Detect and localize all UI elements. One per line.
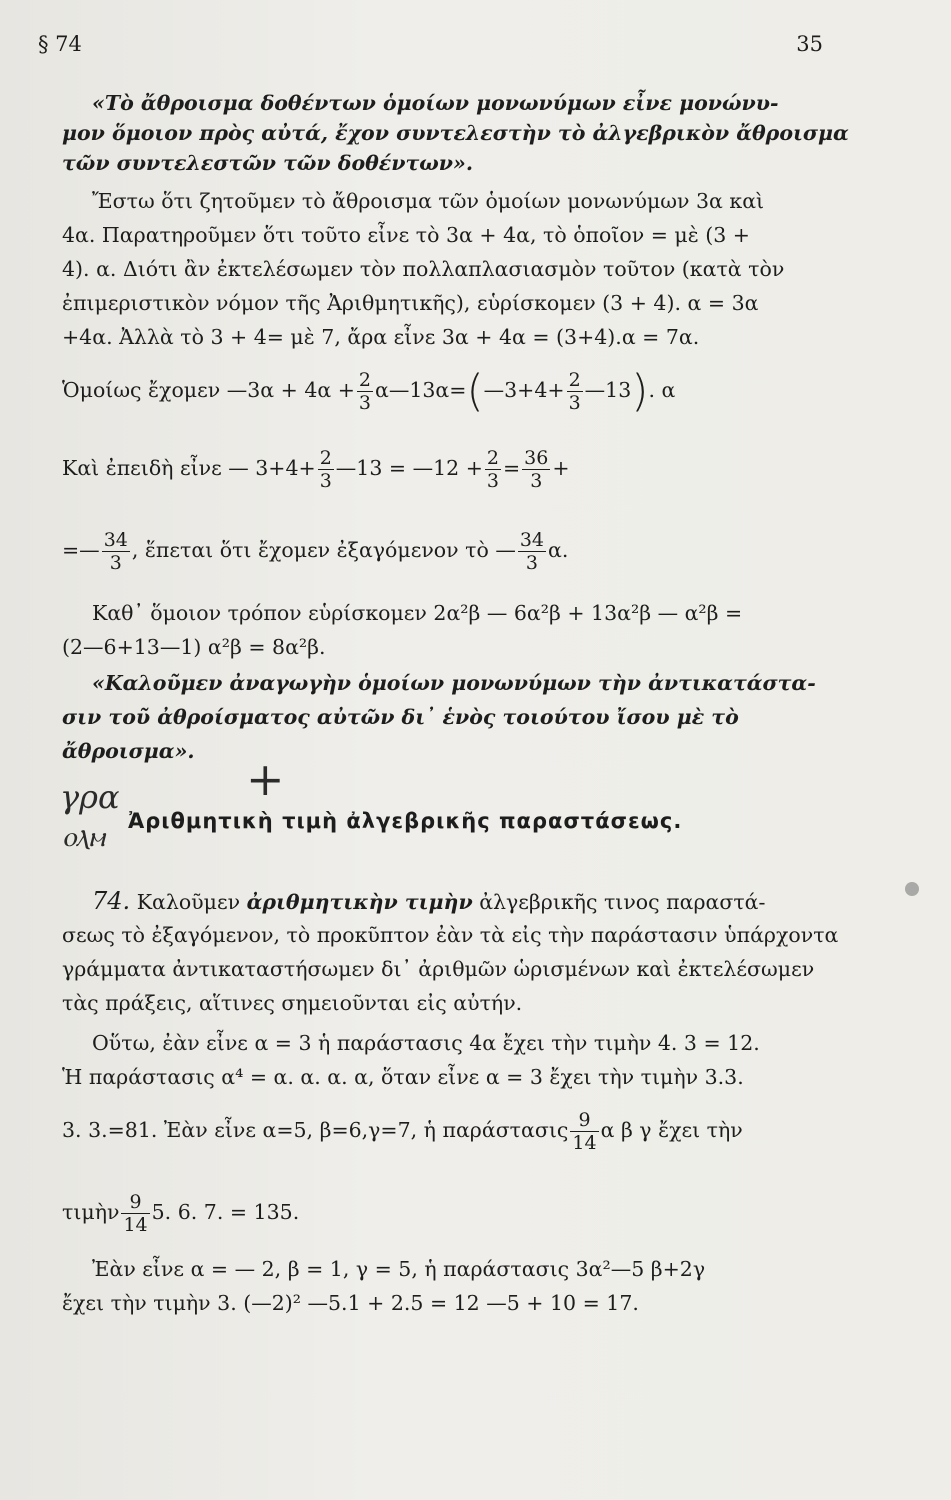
eq1-text-b: α—13α= — [375, 378, 467, 402]
denominator: 3 — [358, 392, 371, 414]
fraction — [357, 369, 373, 414]
example-line: Οὕτω, ἐὰν εἶνε α = 3 ἡ παράστασις 4α ἔχει τὴν τιμὴν 4. 3 = 12. — [92, 1031, 760, 1055]
example-line-fraction — [62, 1184, 852, 1240]
rule2-line-3: ἄθροισμα». — [62, 739, 195, 763]
text-span: 5. 6. 7. = 135. — [151, 1200, 300, 1224]
paren-open: ( — [466, 365, 484, 417]
fraction — [567, 369, 583, 414]
paragraph-number: 74. — [92, 887, 131, 915]
rule-line-2: μον ὅμοιον πρὸς αὐτά, ἔχον συντελεστὴν τὸ ἀλγεβρικὸν ἄθροισμα — [62, 121, 849, 145]
text-span: α β γ ἔχει τὴν — [600, 1118, 743, 1142]
example-line: Ἡ παράστασις α⁴ = α. α. α. α, ὅταν εἶνε α = 3 ἔχει τὴν τιμὴν 3.3. — [62, 1065, 744, 1089]
fraction — [121, 1191, 149, 1236]
fraction — [485, 447, 501, 492]
page-number: 35 — [796, 32, 823, 56]
text-line: 4α. Παρατηροῦμεν ὅτι τοῦτο εἶνε τὸ 3α + 4α, τὸ ὁποῖον = μὲ (3 + — [62, 223, 750, 247]
denominator: 3 — [530, 470, 543, 492]
denominator: 3 — [525, 552, 538, 574]
denominator: 3 — [568, 392, 581, 414]
eq2-text-a: Καὶ ἐπειδὴ εἶνε — 3+4+ — [62, 456, 316, 480]
text-line: (2—6+13—1) α²β = 8α²β. — [62, 635, 326, 659]
denominator: 3 — [109, 552, 122, 574]
eq2-text-d: + — [552, 456, 570, 480]
rule-line-1: «Τὸ ἄθροισμα δοθέντων ὁμοίων μονωνύμων εἶνε μονώνυ- — [92, 91, 779, 115]
rule-line-3: τῶν συντελεστῶν τῶν δοθέντων». — [62, 151, 473, 175]
numerator: 2 — [486, 447, 499, 469]
denominator: 14 — [572, 1132, 597, 1154]
numerator: 34 — [103, 529, 128, 551]
numerator: 2 — [568, 369, 581, 391]
text-line: +4α. Ἀλλὰ τὸ 3 + 4= μὲ 7, ἄρα εἶνε 3α + 4α = (3+4).α = 7α. — [62, 325, 700, 349]
section-title: Ἀριθμητικὴ τιμὴ ἀλγεβρικῆς παραστάσεως. — [128, 809, 683, 833]
numerator: 9 — [570, 1109, 598, 1132]
numerator: 9 — [121, 1191, 149, 1214]
equation-1 — [62, 362, 852, 418]
text-line: τὰς πράξεις, αἵτινες σημειοῦνται εἰς αὐτήν. — [62, 991, 523, 1015]
fraction — [570, 1109, 598, 1154]
example-line-fraction — [62, 1102, 852, 1158]
eq3-text-a: =— — [62, 538, 100, 562]
numerator: 2 — [358, 369, 371, 391]
denominator: 3 — [319, 470, 332, 492]
example-line: ἔχει τὴν τιμὴν 3. (—2)² —5.1 + 2.5 = 12 —5 + 10 = 17. — [62, 1291, 639, 1315]
rule2-line-2: σιν τοῦ ἀθροίσματος αὐτῶν δι᾽ ἑνὸς τοιούτου ἴσου μὲ τὸ — [62, 705, 739, 729]
text-span: ἀλγεβρικῆς τινος παραστά- — [472, 890, 766, 914]
numerator: 34 — [519, 529, 545, 551]
text-line: Ἔστω ὅτι ζητοῦμεν τὸ ἄθροισμα τῶν ὁμοίων μονωνύμων 3α καὶ — [92, 189, 765, 213]
handwritten-cross: + — [246, 752, 285, 806]
handwritten-scribble: ⲟⲗⲙ — [62, 820, 105, 853]
eq3-text-c: α. — [548, 538, 569, 562]
fraction — [522, 447, 550, 492]
bold-term: ἀριθμητικὴν τιμὴν — [246, 890, 473, 914]
numerator: 36 — [524, 447, 549, 469]
fraction — [102, 529, 130, 574]
text-line: ἐπιμεριστικὸν νόμον τῆς Ἀριθμητικῆς), εὑρίσκομεν (3 + 4). α = 3α — [62, 291, 759, 315]
text-line: Καθ᾽ ὅμοιον τρόπον εὑρίσκομεν 2α²β — 6α²β + 13α²β — α²β = — [92, 601, 743, 625]
eq3-text-b: , ἕπεται ὅτι ἔχομεν ἐξαγόμενον τὸ — — [131, 538, 516, 562]
equation-2 — [62, 440, 852, 496]
handwritten-annotation: γρα — [60, 778, 120, 816]
example-line: Ἐὰν εἶνε α = — 2, β = 1, γ = 5, ἡ παράστασις 3α²—5 β+2γ — [92, 1257, 706, 1281]
text-span: τιμὴν — [62, 1200, 120, 1224]
text-span: Καλοῦμεν — [130, 890, 247, 914]
fraction — [518, 529, 546, 574]
fraction — [318, 447, 334, 492]
section-marker: § 74 — [38, 32, 82, 56]
text-line: σεως τὸ ἐξαγόμενον, τὸ προκῦπτον ἐὰν τὰ εἰς τὴν παράστασιν ὑπάρχοντα — [62, 923, 839, 947]
eq1-text-e: . α — [648, 378, 676, 402]
text-line: 4). α. Διότι ἂν ἐκτελέσωμεν τὸν πολλαπλασιασμὸν τοῦτον (κατὰ τὸν — [62, 257, 785, 281]
numerator: 2 — [319, 447, 332, 469]
equation-3 — [62, 522, 852, 578]
paragraph-74-line-1 — [92, 888, 882, 915]
rule2-line-1: «Καλοῦμεν ἀναγωγὴν ὁμοίων μονωνύμων τὴν ἀντικατάστα- — [92, 671, 816, 695]
eq1-text-d: —13 — [584, 378, 632, 402]
eq2-text-b: —13 = —12 + — [335, 456, 483, 480]
denominator: 14 — [123, 1214, 148, 1236]
eq1-text-a: Ὁμοίως ἔχομεν —3α + 4α + — [62, 378, 355, 402]
eq1-text-c: —3+4+ — [483, 378, 565, 402]
paren-close: ) — [631, 365, 649, 417]
eq2-text-c: = — [502, 456, 521, 480]
denominator: 3 — [486, 470, 499, 492]
text-span: 3. 3.=81. Ἐὰν εἶνε α=5, β=6,γ=7, ἡ παράστασις — [62, 1118, 569, 1142]
ink-spot — [905, 882, 919, 896]
text-line: γράμματα ἀντικαταστήσωμεν δι᾽ ἀριθμῶν ὡρισμένων καὶ ἐκτελέσωμεν — [62, 957, 815, 981]
